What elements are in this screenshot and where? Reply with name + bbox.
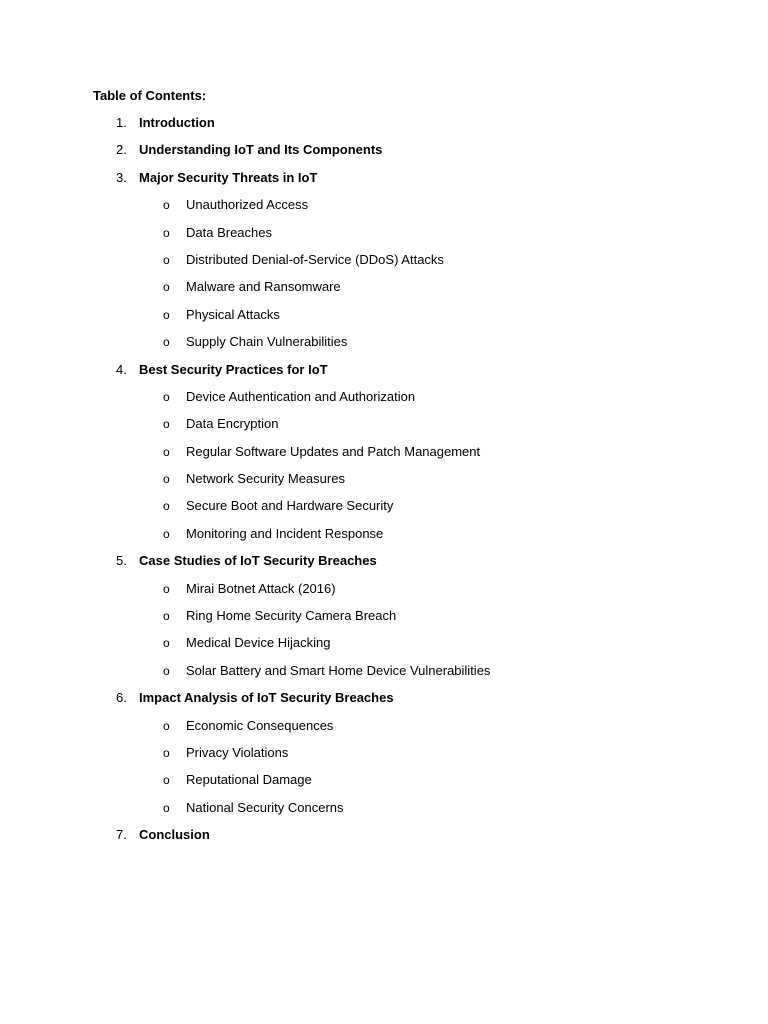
subitem-title: Solar Battery and Smart Home Device Vulnerabilities (186, 662, 491, 678)
toc-subitem (0, 415, 768, 442)
subitem-title: Secure Boot and Hardware Security (186, 498, 394, 514)
subitem-title: Monitoring and Incident Response (186, 525, 384, 541)
subitem-title: Economic Consequences (186, 717, 334, 733)
subitem-title: Unauthorized Access (186, 197, 309, 213)
toc-subitem (0, 662, 768, 689)
toc-subitem (0, 799, 768, 826)
hollow-bullet-icon: o (163, 389, 170, 404)
section-title: Understanding IoT and Its Components (139, 142, 383, 158)
toc-section (0, 114, 768, 141)
toc-subitem (0, 525, 768, 552)
subitem-title: Privacy Violations (186, 744, 289, 760)
section-title: Conclusion (139, 827, 210, 843)
toc-subitem (0, 497, 768, 524)
toc-subitem (0, 278, 768, 305)
section-title: Case Studies of IoT Security Breaches (139, 553, 377, 569)
toc-subitem (0, 443, 768, 470)
hollow-bullet-icon: o (163, 252, 170, 267)
toc-subitem (0, 388, 768, 415)
toc-subitem (0, 333, 768, 360)
subitem-title: Regular Software Updates and Patch Management (186, 443, 481, 459)
subitem-title: Network Security Measures (186, 471, 345, 487)
hollow-bullet-icon: o (163, 718, 170, 733)
subitem-title: Ring Home Security Camera Breach (186, 608, 397, 624)
hollow-bullet-icon: o (163, 225, 170, 240)
hollow-bullet-icon: o (163, 609, 170, 624)
toc-subitem (0, 607, 768, 634)
toc-heading: Table of Contents: (93, 88, 207, 103)
toc-section (0, 141, 768, 168)
subitem-title: Medical Device Hijacking (186, 635, 331, 651)
hollow-bullet-icon: o (163, 335, 170, 350)
hollow-bullet-icon: o (163, 745, 170, 760)
toc-subitem (0, 634, 768, 661)
toc-subitem (0, 196, 768, 223)
hollow-bullet-icon: o (163, 444, 170, 459)
toc-section (0, 826, 768, 853)
hollow-bullet-icon: o (163, 800, 170, 815)
toc-subitem (0, 580, 768, 607)
section-title: Introduction (139, 115, 215, 130)
hollow-bullet-icon: o (163, 280, 170, 295)
section-number: 4. (116, 361, 127, 377)
subitem-title: Data Breaches (186, 224, 272, 240)
section-number: 1. (116, 115, 127, 130)
hollow-bullet-icon: o (163, 663, 170, 678)
hollow-bullet-icon: o (163, 472, 170, 487)
subitem-title: Distributed Denial-of-Service (DDoS) Attacks (186, 251, 444, 267)
toc-subitem (0, 744, 768, 771)
section-number: 6. (116, 690, 127, 706)
subitem-title: Malware and Ransomware (186, 279, 341, 295)
subitem-title: Physical Attacks (186, 306, 280, 322)
section-number: 5. (116, 553, 127, 569)
toc-section (0, 169, 768, 196)
subitem-title: National Security Concerns (186, 799, 344, 815)
section-title: Impact Analysis of IoT Security Breaches (139, 690, 394, 706)
section-number: 7. (116, 827, 127, 843)
section-number: 2. (116, 142, 127, 158)
subitem-title: Reputational Damage (186, 772, 312, 788)
subitem-title: Device Authentication and Authorization (186, 388, 416, 404)
section-title: Best Security Practices for IoT (139, 361, 328, 377)
subitem-title: Mirai Botnet Attack (2016) (186, 580, 336, 596)
subitem-title: Data Encryption (186, 416, 279, 432)
hollow-bullet-icon: o (163, 581, 170, 596)
toc-subitem (0, 224, 768, 251)
toc-section (0, 689, 768, 716)
hollow-bullet-icon: o (163, 499, 170, 514)
toc-section (0, 552, 768, 579)
toc-subitem (0, 251, 768, 278)
hollow-bullet-icon: o (163, 526, 170, 541)
hollow-bullet-icon: o (163, 636, 170, 651)
toc-subitem (0, 470, 768, 497)
hollow-bullet-icon: o (163, 198, 170, 213)
toc-subitem (0, 771, 768, 798)
section-title: Major Security Threats in IoT (139, 169, 318, 185)
toc-subitem (0, 717, 768, 744)
hollow-bullet-icon: o (163, 773, 170, 788)
toc-list (0, 114, 768, 854)
toc-section (0, 361, 768, 388)
toc-subitem (0, 306, 768, 333)
hollow-bullet-icon: o (163, 417, 170, 432)
hollow-bullet-icon: o (163, 307, 170, 322)
section-number: 3. (116, 169, 127, 185)
subitem-title: Supply Chain Vulnerabilities (186, 334, 348, 350)
